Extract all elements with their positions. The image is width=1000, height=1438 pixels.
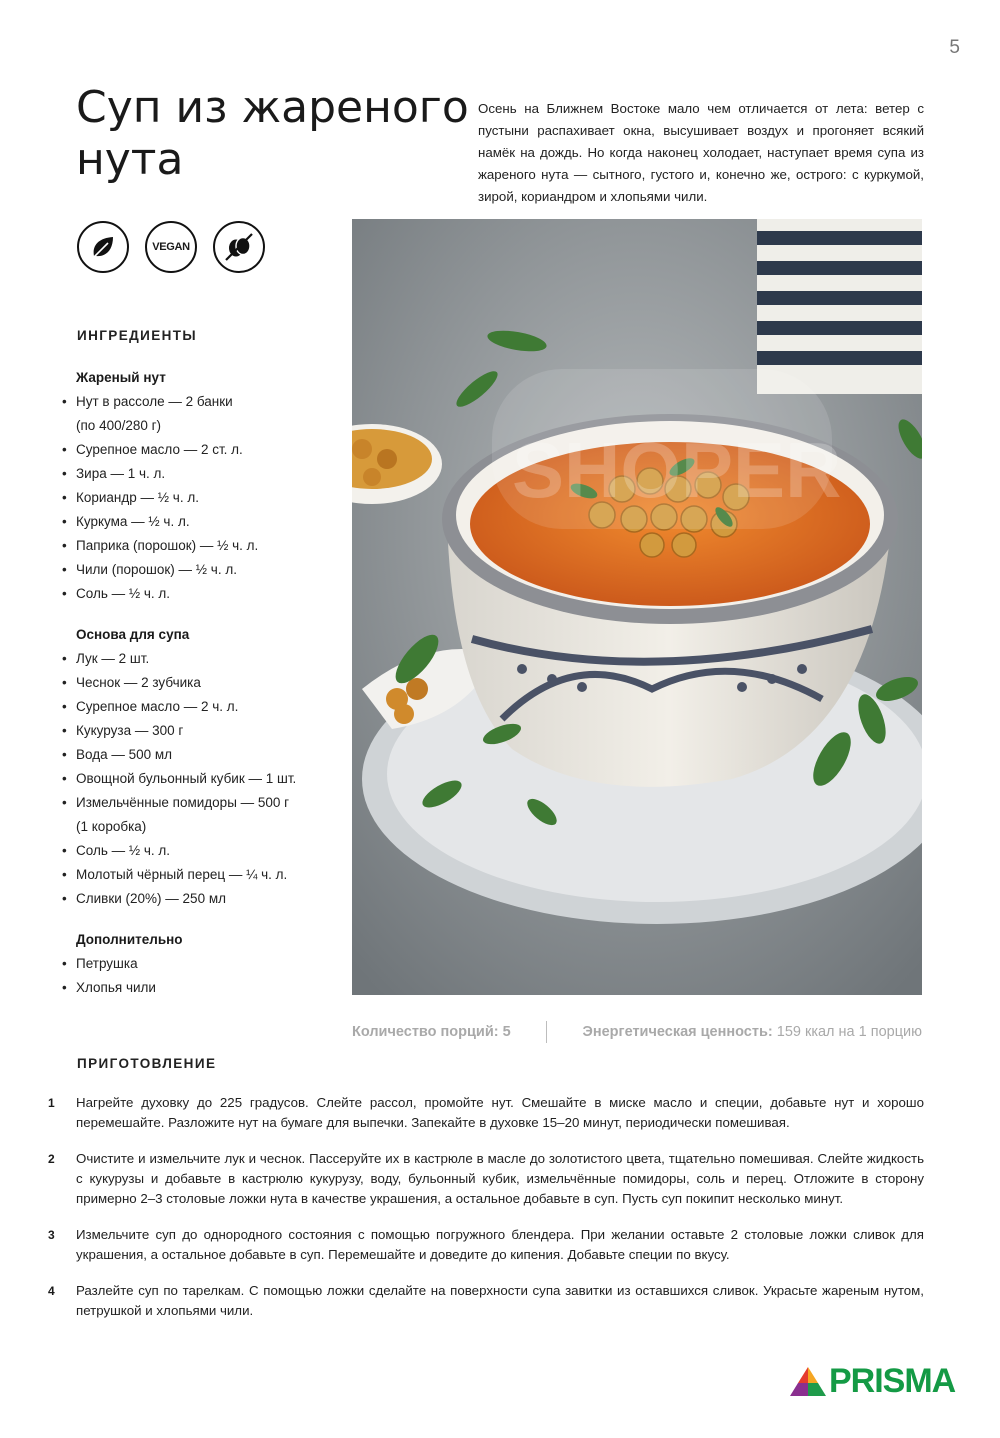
- ingredient-group: [62, 928, 352, 1000]
- step-number: 1: [48, 1096, 55, 1110]
- list-item: • Нут в рассоле — 2 банки: [62, 390, 352, 414]
- ingredients-heading: ИНГРЕДИЕНТЫ: [77, 328, 198, 343]
- step-number: 4: [48, 1284, 55, 1298]
- list-item: • Лук — 2 шт.: [62, 647, 352, 671]
- diet-badges: [77, 221, 265, 273]
- step: [48, 1093, 924, 1133]
- list-item: • Соль — ½ ч. л.: [62, 582, 352, 606]
- step-number: 3: [48, 1228, 55, 1242]
- list-item: • Овощной бульонный кубик — 1 шт.: [62, 767, 352, 791]
- energy-label: Энергетическая ценность:: [582, 1024, 773, 1040]
- vegan-label: VEGAN: [152, 241, 190, 253]
- list-item: • Вода — 500 мл: [62, 743, 352, 767]
- recipe-title: Суп из жареного нута: [76, 82, 469, 185]
- list-item: • Паприка (порошок) — ½ ч. л.: [62, 534, 352, 558]
- list-item: • Кукуруза — 300 г: [62, 719, 352, 743]
- step-text: Разлейте суп по тарелкам. С помощью ложки сделайте на поверхности супа завитки из оставшихся сливок. Украсьте жареным нутом, петрушкой и хлопьями чили.: [76, 1283, 924, 1318]
- list-item: • Петрушка: [62, 952, 352, 976]
- info-divider: [546, 1021, 547, 1043]
- servings-value: 5: [502, 1024, 511, 1040]
- vegan-badge: [145, 221, 197, 273]
- step-number: 2: [48, 1152, 55, 1166]
- step-text: Нагрейте духовку до 225 градусов. Слейте рассол, промойте нут. Смешайте в миске масло и специи, добавьте нут и хорошо перемешайте. Разложите нут на бумаге для выпечки. Запекайте в духовке 15–20 минут, периодически помешивая.: [76, 1095, 924, 1130]
- soup-photo: [352, 219, 922, 995]
- prisma-logo: [790, 1364, 955, 1398]
- list-item: (по 400/280 г): [76, 418, 162, 433]
- list-item: • Хлопья чили: [62, 976, 352, 1000]
- list-item: • Измельчённые помидоры — 500 г: [62, 791, 352, 815]
- list-item: • Сурепное масло — 2 ст. л.: [62, 438, 352, 462]
- step: [48, 1149, 924, 1209]
- energy-info: [583, 1024, 922, 1040]
- recipe-info-bar: [352, 1021, 922, 1043]
- step-text: Очистите и измельчите лук и чеснок. Пассеруйте их в кастрюле в масле до золотистого цвета, тщательно помешивая. Слейте жидкость с кукурузы и добавьте в кастрюлю кукурузу, воду, бульонный кубик, измельчённые помидоры, соль и перец. Отложите в сторону примерно 2–3 столовые ложки нута в качестве украшения, а остальное добавьте в суп. Пусть суп покипит несколько минут.: [76, 1151, 924, 1206]
- preparation-steps: [48, 1093, 924, 1337]
- no-egg-icon: [213, 221, 265, 273]
- step: [48, 1225, 924, 1265]
- prisma-logo-mark-icon: [790, 1365, 826, 1397]
- list-item: • Кориандр — ½ ч. л.: [62, 486, 352, 510]
- page-number: 5: [949, 37, 960, 58]
- step-text: Измельчите суп до однородного состояния с помощью погружного блендера. При желании оставьте 2 столовые ложки сливок для украшения, а остальное добавьте в суп. Перемешайте и доведите до кипения. Добавьте специи по вкусу.: [76, 1227, 924, 1262]
- leaf-icon: [77, 221, 129, 273]
- recipe-intro: Осень на Ближнем Востоке мало чем отличается от лета: ветер с пустыни распахивает окна, высушивает воздух и прогоняет всякий намёк на дождь. Но когда наконец холодает, наступает время супа из жареного нута — сытного, густого и, конечно же, острого: с куркумой, зирой, кориандром и хлопьями чили.: [478, 101, 924, 204]
- list-item: • Зира — 1 ч. л.: [62, 462, 352, 486]
- list-item: • Молотый чёрный перец — ¼ ч. л.: [62, 863, 352, 887]
- ingredient-group-title: Основа для супа: [76, 627, 190, 642]
- servings-info: [352, 1024, 511, 1040]
- ingredient-group-title: Жареный нут: [76, 370, 166, 385]
- list-item: • Сливки (20%) — 250 мл: [62, 887, 352, 911]
- list-item: • Чили (порошок) — ½ ч. л.: [62, 558, 352, 582]
- ingredient-group: [62, 623, 352, 911]
- watermark-text: SHOPER: [512, 426, 842, 514]
- list-item: • Куркума — ½ ч. л.: [62, 510, 352, 534]
- step: [48, 1281, 924, 1321]
- energy-value: 159 ккал на 1 порцию: [776, 1024, 922, 1040]
- ingredient-group-title: Дополнительно: [76, 932, 183, 947]
- servings-label: Количество порций:: [352, 1024, 499, 1040]
- ingredient-group: [62, 366, 352, 606]
- preparation-heading: ПРИГОТОВЛЕНИЕ: [77, 1056, 217, 1071]
- list-item: • Соль — ½ ч. л.: [62, 839, 352, 863]
- list-item: • Чеснок — 2 зубчика: [62, 671, 352, 695]
- list-item: (1 коробка): [76, 819, 147, 834]
- list-item: • Сурепное масло — 2 ч. л.: [62, 695, 352, 719]
- brand-name: PRISMA: [829, 1362, 956, 1400]
- ingredients-list: [62, 366, 352, 1017]
